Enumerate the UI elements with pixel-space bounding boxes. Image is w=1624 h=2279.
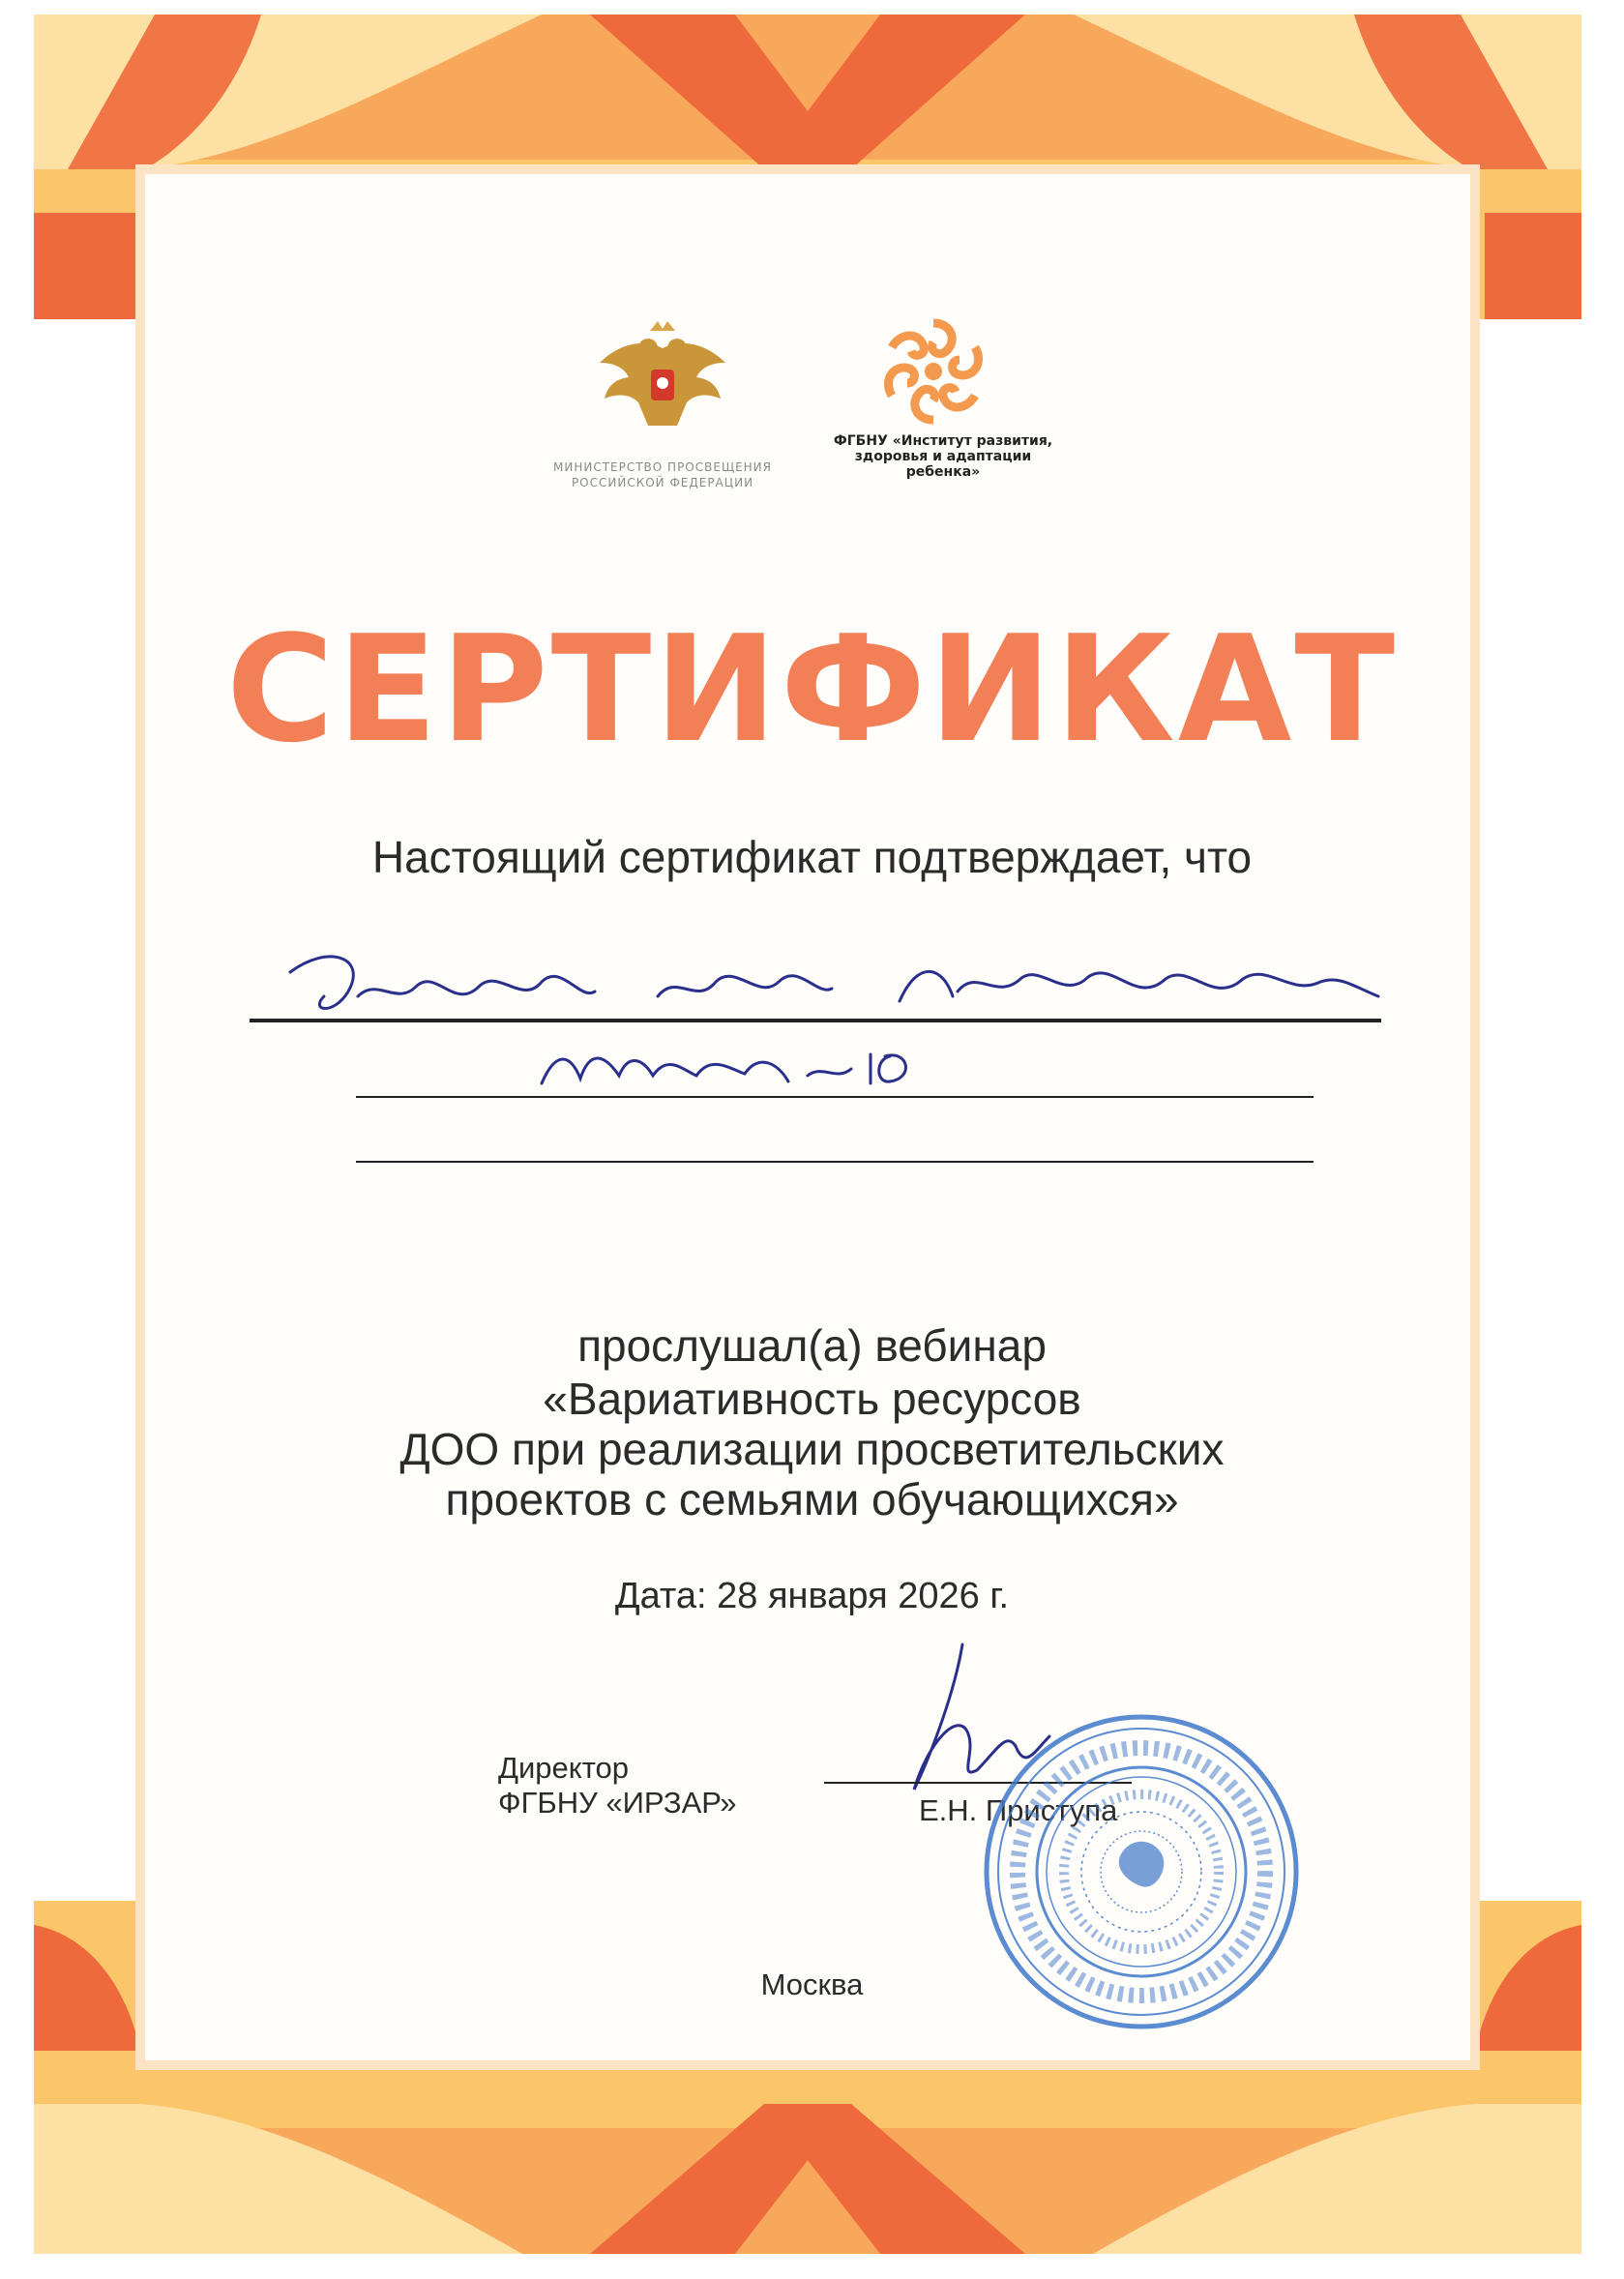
webinar-title-line: «Вариативность ресурсов	[543, 1374, 1081, 1424]
double-headed-eagle-icon	[590, 319, 735, 445]
name-line	[250, 1019, 1381, 1022]
ministry-name: МИНИСТЕРСТВО ПРОСВЕЩЕНИЯ РОССИЙСКОЙ ФЕДЕРАЦИИ	[552, 460, 772, 489]
signer-name: Е.Н. Приступа	[919, 1793, 1118, 1827]
flower-icon	[866, 317, 1001, 426]
certificate-title: СЕРТИФИКАТ	[225, 604, 1399, 775]
webinar-title	[0, 1374, 1624, 1524]
director-position: Директор	[498, 1751, 630, 1785]
institute-name: ФГБНУ «Институт развития, здоровья и адаптации ребенка»	[833, 433, 1053, 480]
city-text: Москва	[760, 1968, 864, 2001]
director-organisation: ФГБНУ «ИРЗАР»	[498, 1786, 737, 1820]
webinar-title-line: ДОО при реализации просветительских	[399, 1424, 1225, 1474]
organisation-line	[356, 1096, 1314, 1098]
extra-line	[356, 1161, 1314, 1163]
webinar-title-line: проектов с семьями обучающихся»	[445, 1474, 1179, 1524]
date-text: Дата: 28 января 2026 г.	[614, 1576, 1010, 1616]
confirmation-text: Настоящий сертификат подтверждает, что	[371, 832, 1253, 882]
listened-text: прослушал(а) вебинар	[577, 1320, 1047, 1371]
director-title	[498, 1751, 737, 1820]
